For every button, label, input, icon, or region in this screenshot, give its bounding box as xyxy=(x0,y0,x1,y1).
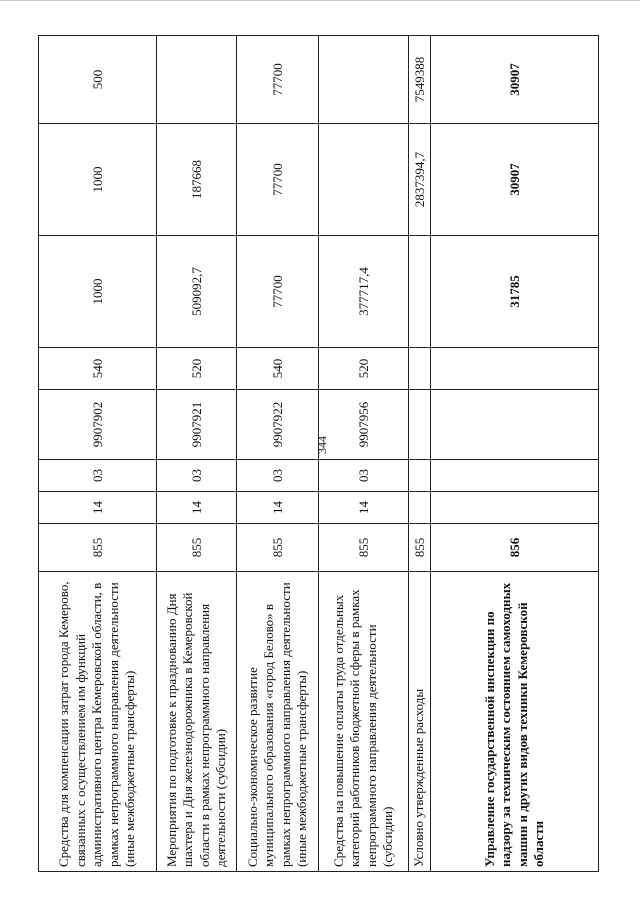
amount-2: 30907 xyxy=(431,124,599,236)
amount-3 xyxy=(157,36,237,124)
row-name: Средства на повышение оплаты труда отдельных категорий работников бюджетной сферы в рамках непрограммного направления деятельности (субсидии) xyxy=(319,572,409,872)
rotated-page-content xyxy=(38,36,598,872)
amount-1: 377717,4 xyxy=(319,236,409,348)
target-article-code: 9907922 xyxy=(237,390,319,460)
amount-2: 2837394,7 xyxy=(409,124,431,236)
amount-2: 1000 xyxy=(39,124,157,236)
table-row xyxy=(431,36,599,872)
amount-3: 500 xyxy=(39,36,157,124)
amount-1: 509092,7 xyxy=(157,236,237,348)
top-border-line xyxy=(0,0,640,1)
amount-3 xyxy=(319,36,409,124)
subsection-code xyxy=(409,460,431,492)
table-row xyxy=(237,36,319,872)
page-number: 344 xyxy=(315,436,329,454)
amount-1: 77700 xyxy=(237,236,319,348)
subsection-code: 03 xyxy=(39,460,157,492)
section-code xyxy=(431,492,599,524)
amount-1: 1000 xyxy=(39,236,157,348)
ministry-code: 855 xyxy=(319,524,409,572)
section-code: 14 xyxy=(39,492,157,524)
table-row xyxy=(157,36,237,872)
ministry-code: 856 xyxy=(431,524,599,572)
subsection-code xyxy=(431,460,599,492)
expense-type-code: 540 xyxy=(39,348,157,390)
expense-type-code xyxy=(431,348,599,390)
row-name: Мероприятия по подготовке к празднованию Дня шахтера и Дня железнодорожника в Кемеровской области в рамках непрограммного направления деятельности (субсидии) xyxy=(157,572,237,872)
ministry-code: 855 xyxy=(157,524,237,572)
amount-1: 31785 xyxy=(431,236,599,348)
ministry-code: 855 xyxy=(39,524,157,572)
budget-table xyxy=(38,35,599,872)
target-article-code xyxy=(409,390,431,460)
target-article-code: 9907902 xyxy=(39,390,157,460)
expense-type-code xyxy=(409,348,431,390)
target-article-code: 9907921 xyxy=(157,390,237,460)
amount-2: 77700 xyxy=(237,124,319,236)
amount-3: 7549388 xyxy=(409,36,431,124)
ministry-code: 855 xyxy=(409,524,431,572)
row-name: Условно утвержденные расходы xyxy=(409,572,431,872)
expense-type-code: 520 xyxy=(157,348,237,390)
section-code: 14 xyxy=(237,492,319,524)
row-name: Управление государственной инспекции по надзору за техническим состоянием самоходных машин и других видов техники Кемеровской области xyxy=(431,572,599,872)
expense-type-code: 520 xyxy=(319,348,409,390)
amount-1 xyxy=(409,236,431,348)
table-row xyxy=(319,36,409,872)
subsection-code: 03 xyxy=(237,460,319,492)
subsection-code: 03 xyxy=(157,460,237,492)
amount-2 xyxy=(319,124,409,236)
section-code: 14 xyxy=(157,492,237,524)
target-article-code xyxy=(431,390,599,460)
amount-2: 187668 xyxy=(157,124,237,236)
section-code: 14 xyxy=(319,492,409,524)
table-row xyxy=(409,36,431,872)
ministry-code: 855 xyxy=(237,524,319,572)
amount-3: 77700 xyxy=(237,36,319,124)
row-name: Социально-экономическое развитие муниципального образования «город Белово» в рамках непрограммного направления деятельности (иные межбюджетные трансферты) xyxy=(237,572,319,872)
expense-type-code: 540 xyxy=(237,348,319,390)
amount-3: 30907 xyxy=(431,36,599,124)
section-code xyxy=(409,492,431,524)
target-article-code: 9907956 xyxy=(319,390,409,460)
row-name: Средства для компенсации затрат города Кемерово, связанных с осуществлением им функций административного центра Кемеровской области, в рамках непрограммного направления деятельности (иные межбюджетные трансферты) xyxy=(39,572,157,872)
table-row xyxy=(39,36,157,872)
subsection-code: 03 xyxy=(319,460,409,492)
